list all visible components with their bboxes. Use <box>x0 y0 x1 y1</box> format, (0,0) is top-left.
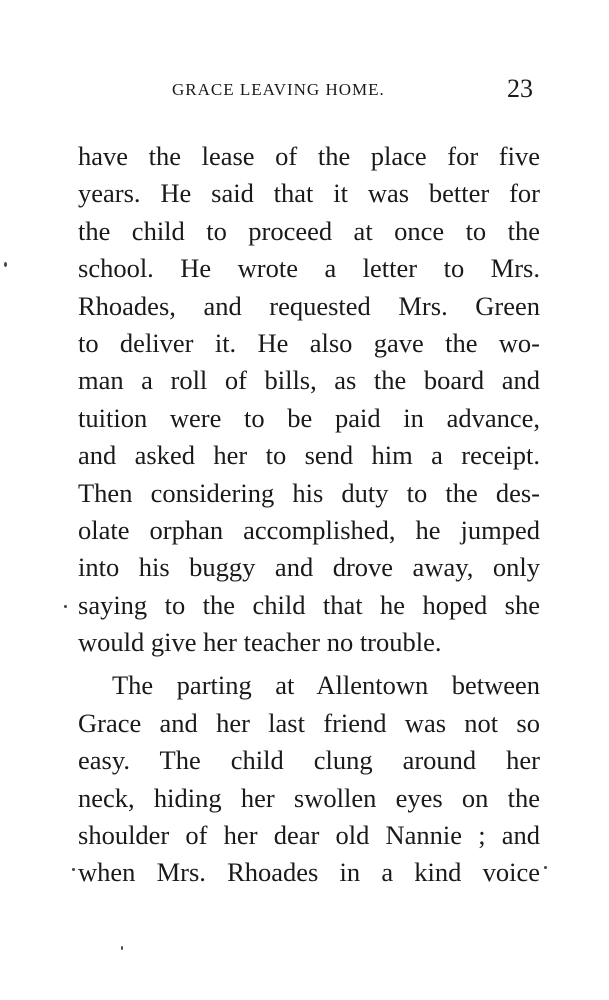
text-line: easy. The child clung around her <box>78 745 540 776</box>
running-header <box>0 74 609 108</box>
text-line: have the lease of the place for five <box>78 141 540 171</box>
text-line: years. He said that it was better for <box>78 178 540 209</box>
text-line: tuition were to be paid in advance, <box>78 402 540 433</box>
text-line: man a roll of bills, as the board and <box>78 365 540 396</box>
paragraph <box>78 667 540 891</box>
print-speck <box>72 868 75 871</box>
text-line: would give her teacher no trouble. <box>78 627 442 658</box>
page-number: 23 <box>507 74 533 103</box>
paragraph <box>78 138 540 661</box>
running-title: GRACE LEAVING HOME. <box>172 80 385 99</box>
text-line: The parting at Allentown between <box>112 670 540 701</box>
text-line: olate orphan accomplished, he jumped <box>78 514 540 545</box>
text-line: Then considering his duty to the des- <box>78 477 540 508</box>
text-line: the child to proceed at once to the <box>78 215 540 246</box>
text-line: into his buggy and drove away, only <box>78 552 540 583</box>
text-line: Grace and her last friend was not so <box>78 707 540 738</box>
text-line: school. He wrote a letter to Mrs. <box>78 253 540 284</box>
text-line: saying to the child that he hoped she <box>78 589 540 620</box>
text-line: to deliver it. He also gave the wo- <box>78 327 540 358</box>
text-line: shoulder of her dear old Nannie ; and <box>78 820 540 851</box>
body-text <box>78 138 540 892</box>
text-line: neck, hiding her swollen eyes on the <box>78 782 540 813</box>
text-line: when Mrs. Rhoades in a kind voice <box>78 857 540 888</box>
print-speck <box>64 605 67 608</box>
print-speck <box>544 866 547 869</box>
print-speck <box>4 262 7 267</box>
text-line: Rhoades, and requested Mrs. Green <box>78 290 540 321</box>
print-speck <box>121 946 123 950</box>
text-line: and asked her to send him a receipt. <box>78 440 540 471</box>
